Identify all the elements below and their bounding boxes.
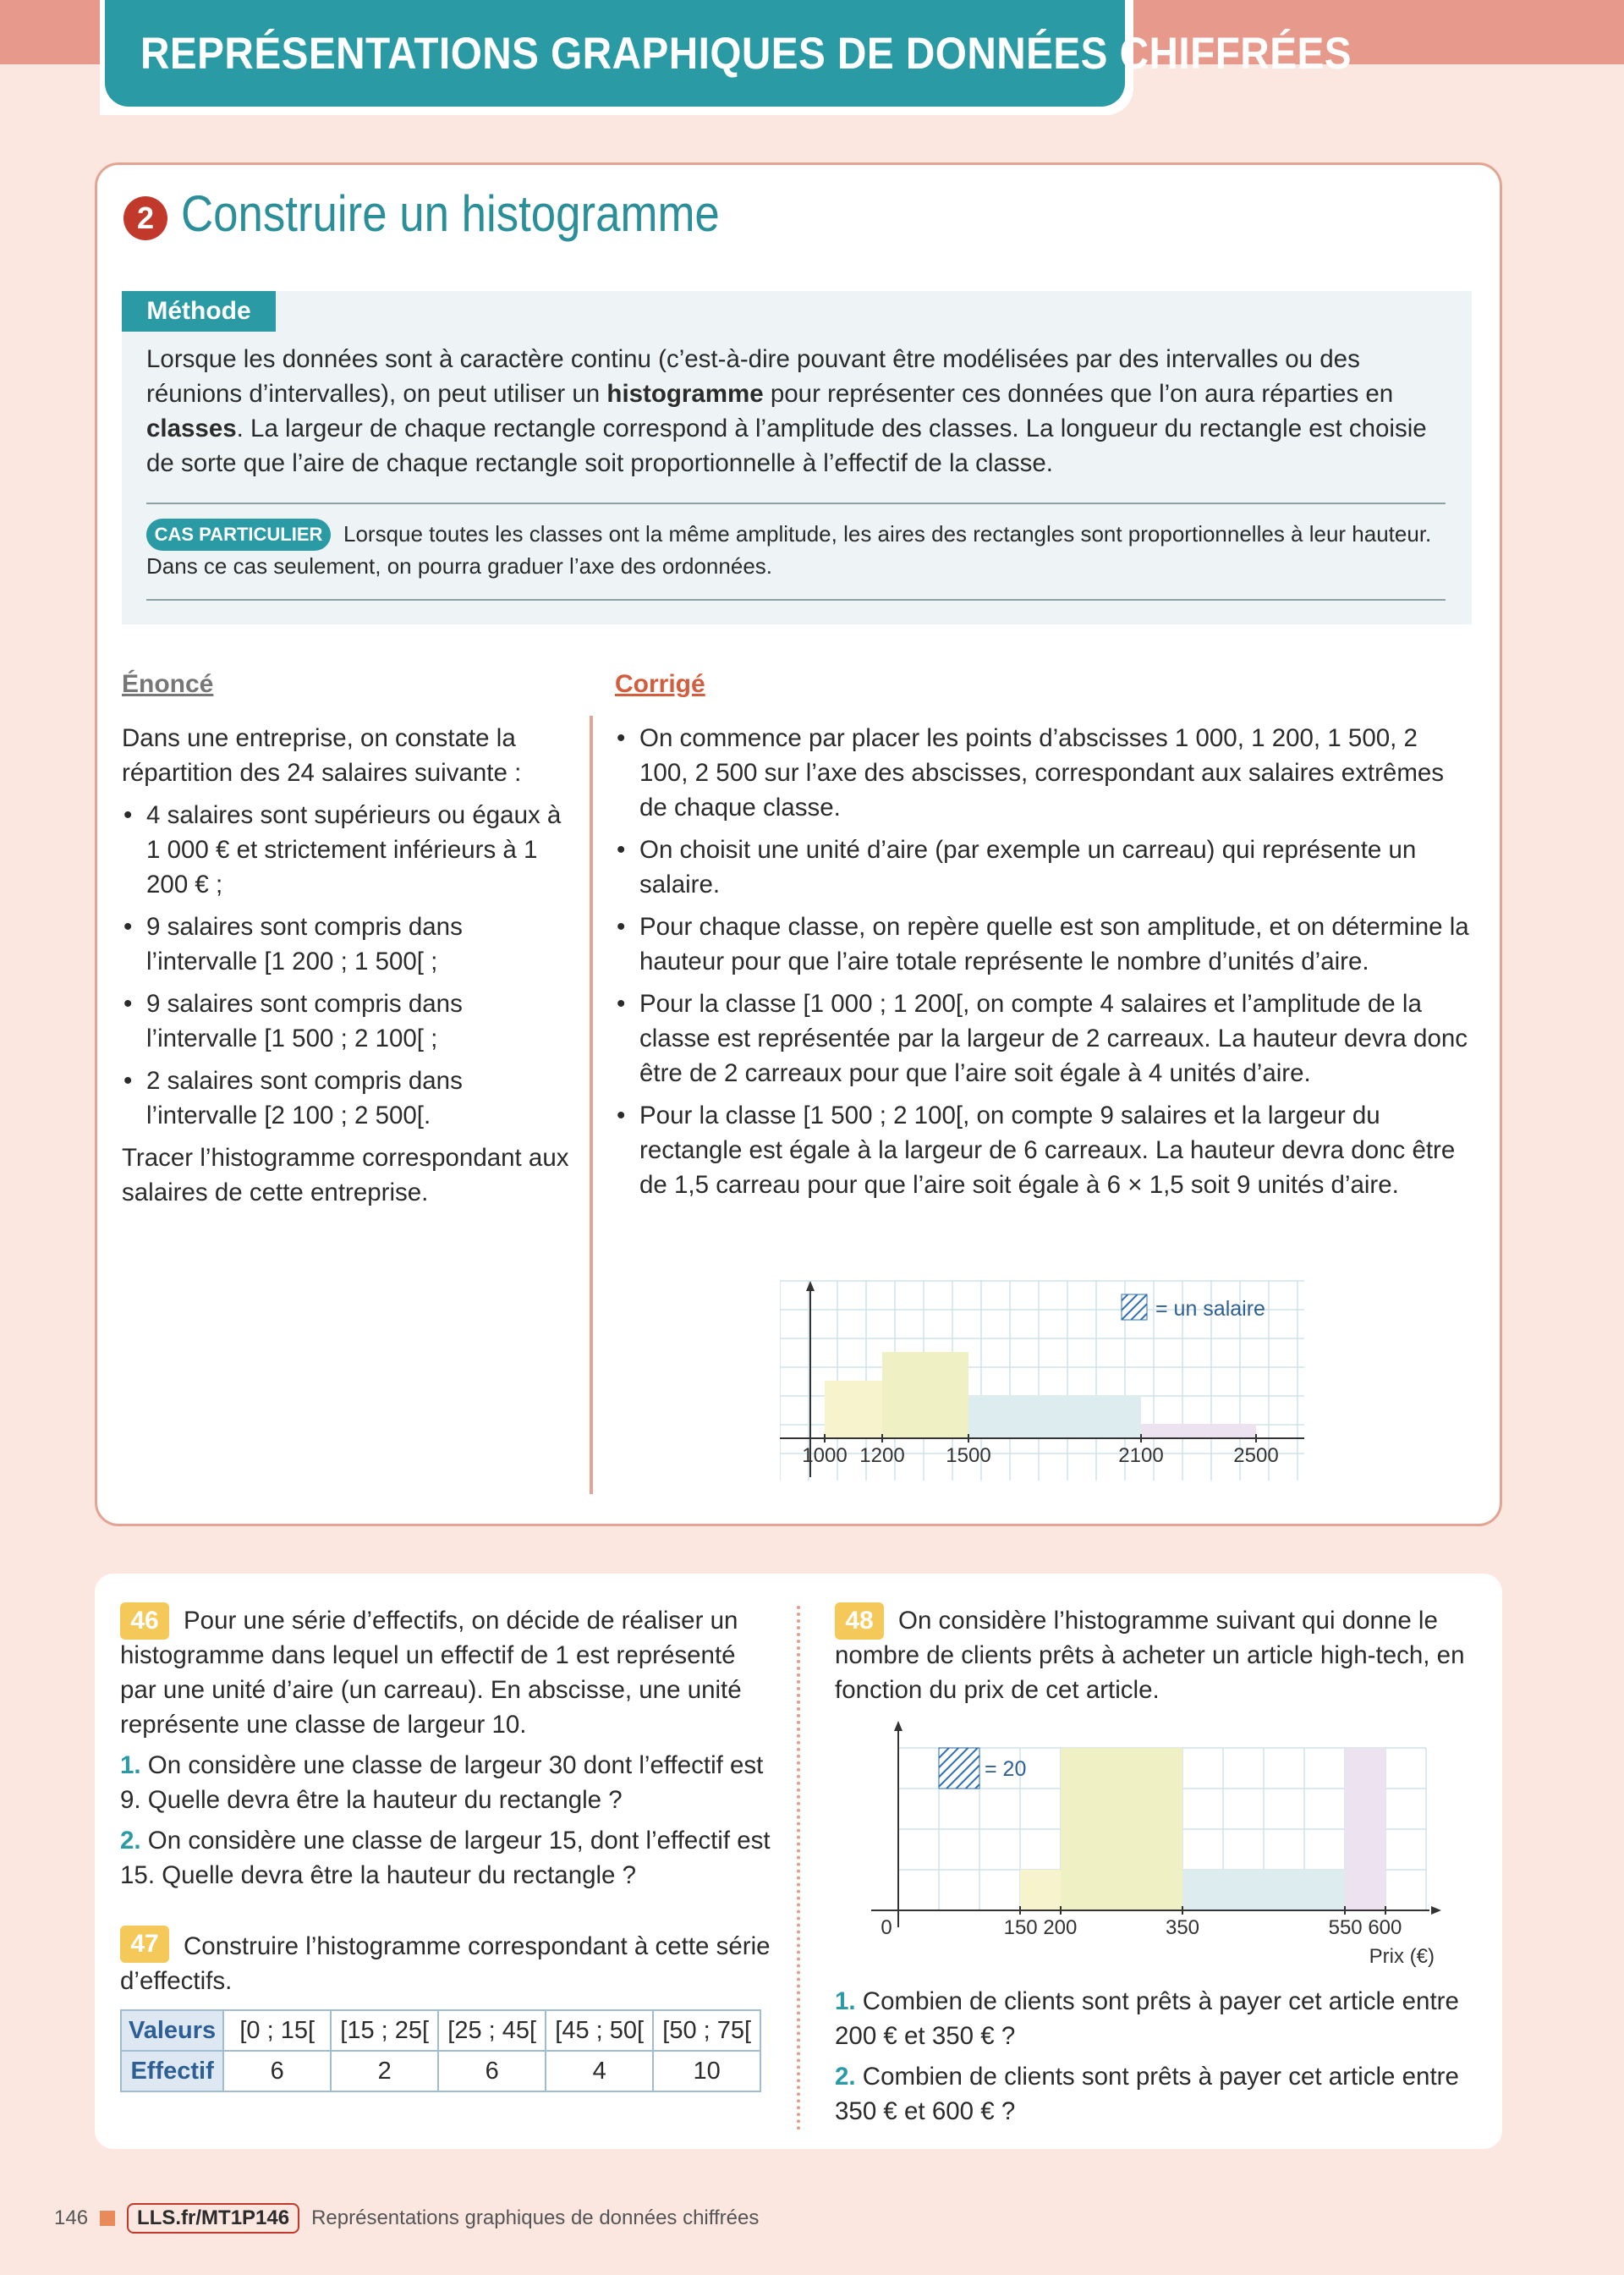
section-number-badge: 2 — [123, 196, 167, 240]
method-term-histogramme: histogramme — [606, 380, 764, 408]
method-text-e: . La largeur de chaque rectangle correspond à l’amplitude des classes. La longueur du rectangle est choisie de sorte que l’aire de chaque rectangle soit proportionnelle à l’effectif de la classe. — [146, 415, 1427, 477]
exercise-48-q2 — [835, 2059, 1478, 2129]
x-tick-label: 550 600 — [1328, 1916, 1402, 1939]
table-cell: [25 ; 45[ — [438, 2010, 546, 2051]
x-tick-label: 2100 — [1118, 1444, 1164, 1467]
legend-hatch-swatch — [1122, 1294, 1147, 1320]
q-number: 1. — [835, 1987, 856, 2015]
chapter-header — [105, 0, 1352, 107]
list-item: • 2 salaires sont compris dans l’intervalle [2 100 ; 2 500[. — [122, 1063, 570, 1133]
histogram-bar-4 — [1141, 1424, 1256, 1438]
enonce-list — [122, 798, 570, 1133]
q-text: On considère une classe de largeur 30 dont l’effectif est 9. Quelle devra être la hauteur du rectangle ? — [120, 1751, 764, 1814]
exercise-47-badge: 47 — [120, 1926, 169, 1963]
legend-label: = un salaire — [1155, 1297, 1265, 1321]
column-separator — [590, 716, 593, 1494]
x-tick-label: 2500 — [1233, 1444, 1279, 1467]
salary-histogram — [780, 1278, 1313, 1481]
table-cell: [50 ; 75[ — [653, 2010, 760, 2051]
exercise-46-intro: Pour une série d’effectifs, on décide de réaliser un histogramme dans lequel un effectif de 1 est représenté par une unité d’aire (un carreau). En abscisse, une unité représente une classe de largeur 10. — [120, 1607, 742, 1739]
footer-link[interactable]: LLS.fr/MT1P146 — [127, 2203, 299, 2234]
list-item: • 9 salaires sont compris dans l’intervalle [1 200 ; 1 500[ ; — [122, 909, 570, 979]
price-histogram — [871, 1719, 1446, 1973]
y-axis-arrow — [894, 1721, 903, 1731]
method-paragraph — [146, 342, 1449, 481]
method-text-a: Lorsque les données sont à caractère continu (c’est-à-dire pouvant être modélisées par des intervalles ou des réunions d’intervalles), on peut utiliser un — [146, 345, 1360, 408]
section-title: Construire un histogramme — [181, 185, 720, 242]
table-cell: 2 — [331, 2051, 438, 2091]
q-text: Combien de clients sont prêts à payer cet article entre 200 € et 350 € ? — [835, 1987, 1459, 2050]
footer-text: Représentations graphiques de données chiffrées — [311, 2206, 760, 2229]
table-header-effectif: Effectif — [121, 2051, 223, 2091]
legend-label: = 20 — [985, 1757, 1027, 1781]
table-cell: 6 — [223, 2051, 331, 2091]
corrige-block — [615, 721, 1469, 1210]
histogram-bar-1 — [825, 1381, 882, 1438]
method-divider-bottom — [146, 599, 1446, 601]
x-axis-arrow — [1431, 1906, 1441, 1915]
enonce-heading: Énoncé — [122, 670, 214, 698]
histogram-bar-1 — [1020, 1870, 1061, 1910]
exercise-48-badge: 48 — [835, 1602, 884, 1640]
table-cell: 4 — [546, 2051, 653, 2091]
x-tick-label: 350 — [1165, 1916, 1200, 1939]
q-number: 1. — [120, 1751, 141, 1779]
list-item: • Pour chaque classe, on repère quelle est son amplitude, et on détermine la hauteur pour que l’aire totale représente le nombre d’unités d’aire. — [615, 909, 1469, 979]
table-row — [121, 2010, 760, 2051]
y-axis-arrow — [806, 1281, 815, 1291]
table-header-valeurs: Valeurs — [121, 2010, 223, 2051]
table-cell: [15 ; 25[ — [331, 2010, 438, 2051]
special-case-text: Lorsque toutes les classes ont la même amplitude, les aires des rectangles sont proportionnelles à leur hauteur. Dans ce cas seulement, on pourra graduer l’axe des ordonnées. — [146, 521, 1432, 579]
list-item: • Pour la classe [1 000 ; 1 200[, on compte 4 salaires et l’amplitude de la classe est représentée par la largeur de 2 carreaux. La hauteur devra donc être de 2 carreaux pour que l’aire soit égale à 4 unités d’aire. — [615, 986, 1469, 1091]
table-cell: 6 — [438, 2051, 546, 2091]
x-tick-label: 1500 — [946, 1444, 991, 1467]
histogram-bar-4 — [1345, 1748, 1385, 1910]
method-tag: Méthode — [122, 291, 276, 332]
x-tick-label: 150 200 — [1003, 1916, 1078, 1939]
exercise-47-intro: Construire l’histogramme correspondant à cette série d’effectifs. — [120, 1932, 771, 1995]
footer-square — [100, 2211, 115, 2226]
method-divider-top — [146, 503, 1446, 504]
enonce-outro: Tracer l’histogramme correspondant aux salaires de cette entreprise. — [122, 1144, 569, 1206]
chapter-title: REPRÉSENTATIONS GRAPHIQUES DE DONNÉES CHIFFRÉES — [140, 28, 1352, 79]
q-text: On considère une classe de largeur 15, dont l’effectif est 15. Quelle devra être la hauteur du rectangle ? — [120, 1827, 771, 1889]
exercise-46-q1 — [120, 1748, 771, 1817]
method-text-c: pour représenter ces données que l’on aura réparties en — [763, 380, 1394, 408]
histogram-bar-3 — [1182, 1870, 1345, 1910]
enonce-intro: Dans une entreprise, on constate la répartition des 24 salaires suivante : — [122, 724, 522, 787]
exercise-46-badge: 46 — [120, 1602, 169, 1640]
q-number: 2. — [835, 2063, 856, 2091]
table-cell: [45 ; 50[ — [546, 2010, 653, 2051]
corrige-heading: Corrigé — [615, 670, 705, 698]
list-item: • 4 salaires sont supérieurs ou égaux à 1 000 € et strictement inférieurs à 1 200 € ; — [122, 798, 570, 902]
legend-hatch-swatch — [939, 1748, 979, 1789]
corrige-list — [615, 721, 1469, 1202]
list-item: • 9 salaires sont compris dans l’intervalle [1 500 ; 2 100[ ; — [122, 986, 570, 1056]
footer — [54, 2203, 759, 2234]
q-number: 2. — [120, 1827, 141, 1855]
histogram-bar-2 — [1061, 1748, 1182, 1910]
x-axis-label: Prix (€) — [1369, 1945, 1435, 1968]
method-term-classes: classes — [146, 415, 237, 442]
histogram-bar-2 — [882, 1352, 968, 1438]
exercises-separator — [797, 1606, 800, 2130]
exercise-48-questions — [835, 1984, 1478, 2129]
exercise-48-intro: On considère l’histogramme suivant qui donne le nombre de clients prêts à acheter un article high-tech, en fonction du prix de cet article. — [835, 1607, 1465, 1704]
list-item: • On commence par placer les points d’abscisses 1 000, 1 200, 1 500, 2 100, 2 500 sur l’axe des abscisses, correspondant aux salaires extrêmes de chaque classe. — [615, 721, 1469, 825]
enonce-block — [122, 721, 570, 1210]
exercise-47-table — [120, 2009, 761, 2092]
exercise-46 — [120, 1603, 771, 1893]
table-cell: 10 — [653, 2051, 760, 2091]
histogram-bar-3 — [968, 1395, 1141, 1438]
list-item: • Pour la classe [1 500 ; 2 100[, on compte 9 salaires et la largeur du rectangle est égale à la largeur de 6 carreaux. La hauteur devra donc être de 1,5 carreau pour que l’aire soit égale à 6 × 1,5 soit 9 unités d’aire. — [615, 1098, 1469, 1202]
x-tick-label: 1000 — [802, 1444, 848, 1467]
x-tick-label: 1200 — [859, 1444, 905, 1467]
special-case-tag: CAS PARTICULIER — [146, 519, 331, 551]
list-item: • On choisit une unité d’aire (par exemple un carreau) qui représente un salaire. — [615, 833, 1469, 902]
q-text: Combien de clients sont prêts à payer cet article entre 350 € et 600 € ? — [835, 2063, 1459, 2125]
x-tick-label: 0 — [881, 1916, 892, 1939]
exercise-46-q2 — [120, 1823, 771, 1893]
exercise-48-q1 — [835, 1984, 1478, 2053]
page-number: 146 — [54, 2206, 89, 2229]
table-row — [121, 2051, 760, 2091]
table-cell: [0 ; 15[ — [223, 2010, 331, 2051]
